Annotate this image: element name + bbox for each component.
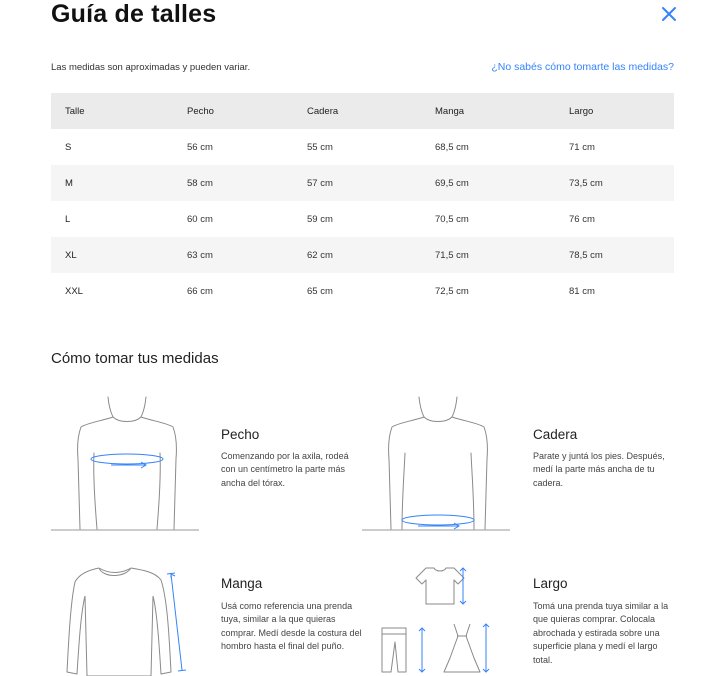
- hip-cell: 55 cm: [307, 141, 333, 153]
- size-cell: XL: [51, 237, 187, 273]
- hip-measure-icon: [362, 395, 512, 532]
- sleeve-cell: 69,5 cm: [435, 165, 569, 201]
- header-hip: Cadera: [307, 93, 435, 129]
- length-cell: 81 cm: [569, 285, 595, 297]
- chest-measure-icon: [51, 395, 201, 532]
- chest-cell: 56 cm: [187, 141, 213, 153]
- chest-cell: 63 cm: [187, 237, 307, 273]
- chest-card-title: Pecho: [221, 427, 260, 442]
- size-cell: L: [65, 213, 71, 225]
- sleeve-cell: 68,5 cm: [435, 141, 469, 153]
- length-measure-icon: [378, 562, 498, 676]
- table-row: [51, 273, 674, 309]
- sleeve-cell: 70,5 cm: [435, 213, 469, 225]
- hip-cell: 59 cm: [307, 213, 333, 225]
- hip-cell: 57 cm: [307, 165, 435, 201]
- table-row: [51, 237, 674, 273]
- size-cell: S: [65, 141, 72, 153]
- close-icon[interactable]: [660, 5, 678, 23]
- sleeve-card-desc: Usá como referencia una prenda tuya, similar a la que quieras comprar. Medí desde la costura del hombro hasta el final del puño.: [221, 601, 362, 652]
- length-cell: 78,5 cm: [569, 237, 674, 273]
- header-sleeve: Manga: [435, 93, 569, 129]
- how-to-measure-link[interactable]: ¿No sabés cómo tomarte las medidas?: [491, 61, 674, 73]
- size-table: [51, 93, 674, 309]
- how-to-measure-title: Cómo tomar tus medidas: [51, 350, 219, 367]
- table-row: [51, 165, 674, 201]
- hip-card-title: Cadera: [533, 427, 578, 442]
- chest-cell: 58 cm: [187, 165, 307, 201]
- size-cell: XXL: [65, 285, 83, 297]
- length-cell: 73,5 cm: [569, 165, 674, 201]
- size-table-header: [51, 93, 674, 129]
- chest-cell: 66 cm: [187, 285, 213, 297]
- chest-card-desc: Comenzando por la axila, rodeá con un centímetro la parte más ancha del tórax.: [221, 451, 349, 488]
- sleeve-cell: 71,5 cm: [435, 237, 569, 273]
- length-cell: 76 cm: [569, 213, 595, 225]
- length-card-desc: Tomá una prenda tuya similar a la que quieras comprar. Colocala abrochada y estirada sobre una superficie plana y medí el largo total.: [533, 601, 669, 665]
- hip-card-desc: Parate y juntá los pies. Después, medí la parte más ancha de tu cadera.: [533, 451, 665, 488]
- hip-cell: 65 cm: [307, 285, 333, 297]
- header-length: Largo: [569, 93, 674, 129]
- sleeve-card-title: Manga: [221, 576, 263, 591]
- approximate-note: Las medidas son aproximadas y pueden variar.: [51, 62, 251, 73]
- length-cell: 71 cm: [569, 141, 595, 153]
- sleeve-cell: 72,5 cm: [435, 285, 469, 297]
- hip-cell: 62 cm: [307, 237, 435, 273]
- sleeve-measure-icon: [63, 562, 188, 676]
- header-size: Talle: [51, 93, 187, 129]
- chest-cell: 60 cm: [187, 213, 213, 225]
- length-card-title: Largo: [533, 576, 568, 591]
- size-cell: M: [51, 165, 187, 201]
- page-title: Guía de talles: [51, 0, 217, 28]
- header-chest: Pecho: [187, 93, 307, 129]
- table-row: [51, 201, 674, 237]
- table-row: [51, 129, 674, 165]
